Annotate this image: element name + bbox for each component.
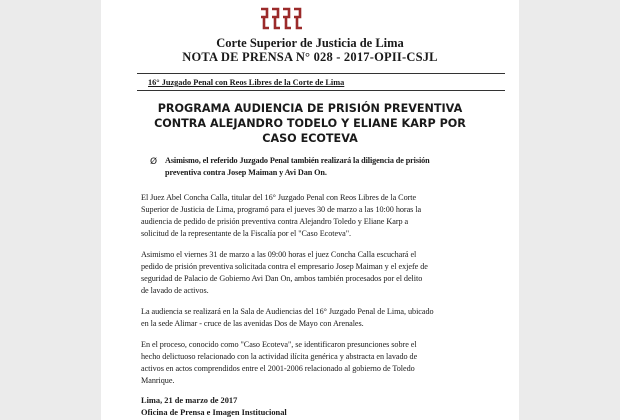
court-subtitle: 16° Juzgado Penal con Reos Libres de la Corte de Lima — [148, 78, 345, 87]
paragraph-4-line-3: activos en actos comprendidos entre el 2001-2006 relacionado al gobierno de Toledo — [141, 364, 415, 373]
paragraph-4-line-1: En el proceso, conocido como "Caso Ecoteva", se identificaron presunciones sobre el — [141, 340, 417, 349]
paragraph-1-line-1: El Juez Abel Concha Calla, titular del 16° Juzgado Penal con Reos Libres de la Corte — [141, 193, 417, 202]
divider-top — [137, 73, 505, 74]
paragraph-3-line-2: en la sede Alimar - cruce de las avenidas Dos de Mayo con Arenales. — [141, 319, 364, 328]
release-date: Lima, 21 de marzo de 2017 — [141, 396, 238, 405]
divider-bottom — [137, 90, 505, 91]
paragraph-1-line-3: audiencia de pedido de prisión preventiva contra Alejandro Toledo y Eliane Karp a — [141, 217, 409, 226]
press-note-number: NOTA DE PRENSA N° 028 - 2017-OPII-CSJL — [182, 50, 438, 64]
bullet-line-1: Asimismo, el referido Juzgado Penal también realizará la diligencia de prisión — [165, 156, 430, 165]
headline-line-2: CONTRA ALEJANDRO TODELO Y ELIANE KARP POR — [154, 117, 466, 130]
paragraph-2-line-3: seguridad de Palacio de Gobierno Avi Dan On, ambos también procesados por el delito — [141, 274, 423, 283]
headline-line-3: CASO ECOTEVA — [262, 132, 358, 145]
judiciary-logo-icon — [259, 7, 303, 30]
bullet-marker: Ø — [150, 157, 158, 167]
institution-name: Corte Superior de Justicia de Lima — [216, 36, 404, 50]
paragraph-2-line-1: Asimismo el viernes 31 de marzo a las 09:00 horas el juez Concha Calla escuchará el — [141, 250, 417, 259]
paragraph-4-line-2: hecho delictuoso relacionado con la actividad ilícita genérica y abstracta en lavado de — [141, 352, 418, 361]
paragraph-1-line-4: solicitud de la representante de la Fiscalía por el "Caso Ecoteva". — [141, 229, 351, 238]
press-office: Oficina de Prensa e Imagen Institucional — [141, 408, 287, 417]
headline-line-1: PROGRAMA AUDIENCIA DE PRISIÓN PREVENTIVA — [157, 102, 463, 115]
paragraph-2-line-2: pedido de prisión preventiva solicitada contra el empresario Josep Maiman y el exjefe de — [141, 262, 428, 271]
paragraph-3-line-1: La audiencia se realizará en la Sala de Audiencias del 16° Juzgado Penal de Lima, ubicado — [141, 307, 434, 316]
press-release-page — [101, 0, 519, 420]
paragraph-2-line-4: de lavado de activos. — [141, 286, 209, 295]
paragraph-1-line-2: Superior de Justicia de Lima, programó para el jueves 30 de marzo a las 10:00 horas la — [141, 205, 422, 214]
bullet-line-2: preventiva contra Josep Maiman y Avi Dan On. — [165, 168, 327, 177]
paragraph-4-line-4: Manrique. — [141, 376, 175, 385]
